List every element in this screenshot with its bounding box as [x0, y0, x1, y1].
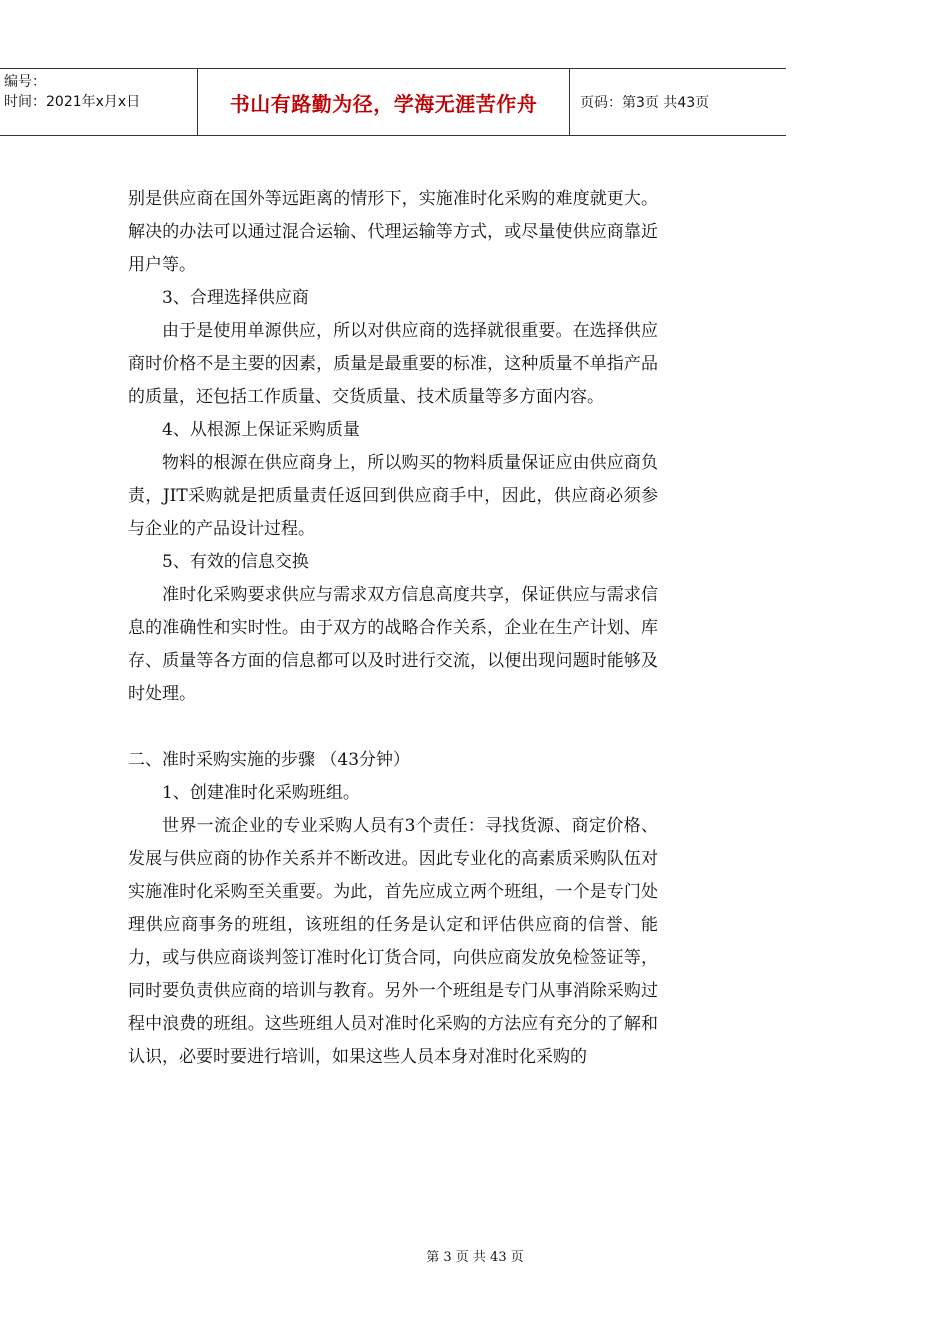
- header-page-info: 页码：第3页 共43页: [580, 95, 710, 111]
- subheading: 4、从根源上保证采购质量: [162, 420, 360, 440]
- document-number-label: 编号：: [4, 74, 46, 90]
- paragraph: 准时化采购要求供应与需求双方信息高度共享，保证供应与需求信息的准确性和实时性。由于双方的战略合作关系，企业在生产计划、库存、质量等各方面的信息都可以及时进行交流，以便出现问题时能够及时处理。: [128, 585, 658, 704]
- document-body: [128, 183, 658, 1074]
- paragraph: 由于是使用单源供应，所以对供应商的选择就很重要。在选择供应商时价格不是主要的因素，质量是最重要的标准，这种质量不单指产品的质量，还包括工作质量、交货质量、技术质量等多方面内容。: [128, 321, 658, 407]
- page-footer: 第 3 页 共 43 页: [426, 1250, 524, 1265]
- paragraph: 别是供应商在国外等远距离的情形下，实施准时化采购的难度就更大。解决的办法可以通过混合运输、代理运输等方式，或尽量使供应商靠近用户等。: [128, 189, 658, 275]
- subheading: 3、合理选择供应商: [162, 288, 309, 308]
- document-time-label: 时间：2021年x月x日: [4, 94, 141, 110]
- paragraph: 物料的根源在供应商身上，所以购买的物料质量保证应由供应商负责，JIT采购就是把质量责任返回到供应商手中，因此，供应商必须参与企业的产品设计过程。: [128, 453, 658, 539]
- subheading: 1、创建准时化采购班组。: [162, 783, 360, 803]
- section-heading: 二、准时采购实施的步骤 （43分钟）: [128, 750, 411, 770]
- subheading: 5、有效的信息交换: [162, 552, 309, 572]
- page-header: [0, 68, 786, 136]
- paragraph: 世界一流企业的专业采购人员有3个责任：寻找货源、商定价格、发展与供应商的协作关系并不断改进。因此专业化的高素质采购队伍对实施准时化采购至关重要。为此，首先应成立两个班组，一个是专门处理供应商事务的班组，该班组的任务是认定和评估供应商的信誉、能力，或与供应商谈判签订准时化订货合同，向供应商发放免检签证等，同时要负责供应商的培训与教育。另外一个班组是专门从事消除采购过程中浪费的班组。这些班组人员对准时化采购的方法应有充分的了解和认识，必要时要进行培训，如果这些人员本身对准时化采购的: [128, 816, 658, 1067]
- header-motto: 书山有路勤为径，学海无涯苦作舟: [198, 69, 570, 135]
- header-meta: [0, 69, 198, 135]
- spacer: [128, 711, 658, 744]
